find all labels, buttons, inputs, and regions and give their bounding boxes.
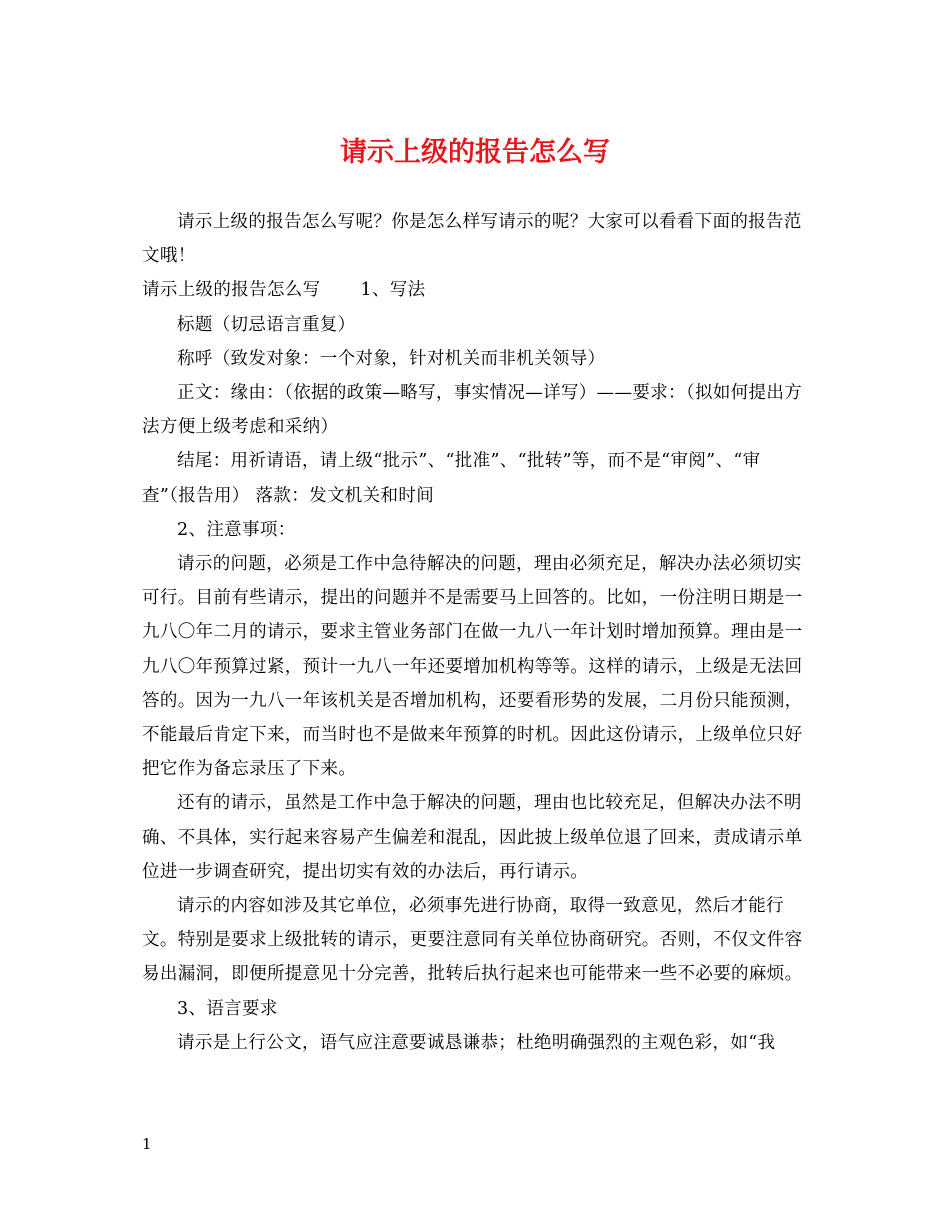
notes-heading: 2、注意事项： xyxy=(177,519,296,540)
document-body xyxy=(142,205,814,1060)
section-header-title: 请示上级的报告怎么写 xyxy=(142,280,321,301)
section-header-line xyxy=(142,273,814,307)
notes-paragraph-1: 请示的问题，必须是工作中急待解决的问题，理由必须充足，解决办法必须切实可行。目前有些请示，提出的问题并不是需要马上回答的。比如，一份注明日期是一九八〇年二月的请示，要求主管业务部门在做一九八一年计划时增加预算。理由是一九八〇年预算过紧，预计一九八一年还要增加机构等等。这样的请示，上级是无法回答的。因为一九八一年该机关是否增加机构，还要看形势的发展，二月份只能预测，不能最后肯定下来，而当时也不是做来年预算的时机。因此这份请示，上级单位只好把它作为备忘录压了下来。 xyxy=(142,554,803,780)
language-heading: 3、语言要求 xyxy=(177,998,278,1019)
page-number: 1 xyxy=(142,1135,152,1153)
intro-paragraph: 请示上级的报告怎么写呢？你是怎么样写请示的呢？大家可以看看下面的报告范文哦！ xyxy=(142,212,802,267)
notes-paragraph-2: 还有的请示，虽然是工作中急于解决的问题，理由也比较充足，但解决办法不明确、不具体，实行起来容易产生偏差和混乱，因此披上级单位退了回来，责成请示单位进一步调查研究，提出切实有效的办法后，再行请示。 xyxy=(142,793,803,882)
title-rule-paragraph: 标题（切忌语言重复） xyxy=(177,314,356,335)
notes-paragraph-3: 请示的内容如涉及其它单位，必须事先进行协商，取得一致意见，然后才能行文。特别是要求上级批转的请示，更要注意同有关单位协商研究。否则，不仅文件容易出漏洞，即便所提意见十分完善，批转后执行起来也可能带来一些不必要的麻烦。 xyxy=(142,896,803,985)
ending-rule-paragraph: 结尾：用祈请语，请上级“批示”、“批准”、“批转”等，而不是“审阅”、“审查”（报告用） 落款：发文机关和时间 xyxy=(142,451,761,506)
section-header-writing: 1、写法 xyxy=(360,280,426,301)
document-title: 请示上级的报告怎么写 xyxy=(340,137,610,168)
body-rule-paragraph: 正文：缘由：（依据的政策—略写，事实情况—详写）——要求：（拟如何提出方法方便上级考虑和采纳） xyxy=(142,383,803,438)
language-paragraph: 请示是上行公文，语气应注意要诚恳谦恭；杜绝明确强烈的主观色彩，如“我 xyxy=(177,1032,776,1053)
salutation-rule-paragraph: 称呼（致发对象：一个对象，针对机关而非机关领导） xyxy=(177,348,606,369)
